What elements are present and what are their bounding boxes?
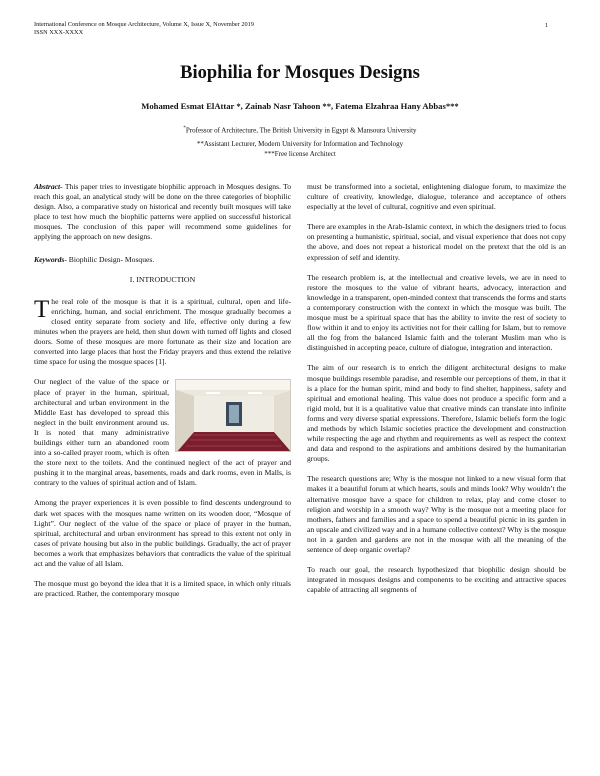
section-heading: I. INTRODUCTION	[129, 274, 196, 284]
right-paragraph-3: The research problem is, at the intellectual and creative levels, we are in need to restore the mosques to the value of vibrant hearts, advocacy, interaction and knowledge in a transparent, open-minded context that transcends the forms and starts a contemporary construction with the context in which the mosque was built. The mosque must be a spiritual space that has the ability to invite the rest of society to flow within it and to enjoy its activities not for their calling for Islam, but to remove all the fog from the balanced Islamic faith and the tolerant Muslim man who is distinguished in accepting peace, culture of dialogue, integration and interaction.	[307, 272, 566, 353]
abstract-label: Abstract-	[34, 182, 63, 191]
intro-paragraph-2-text: Our neglect of the value of the space or place of prayer in the human, spiritual, architectural and urban environment in the Middle East has developed to spread this neglect in the built environment around us. It is noted that many administrative buildings either turn an abandoned room into a so-called prayer room, which is often the store next to the toilets. And the continued neglect of the act of prayer and pushing it to the marginal areas, basements, roads and dark rooms, even in Malls, is contrary to the values of spiritual action and of Islam.	[34, 377, 291, 488]
journal-name: International Conference on Mosque Architecture, Volume X, Issue X, November 2019	[34, 21, 254, 28]
affiliation-1-text: Professor of Architecture, The British University in Egypt & Mansoura University	[185, 126, 417, 135]
intro-paragraph-2	[34, 377, 291, 488]
right-paragraph-1: must be transformed into a societal, enlightening dialogue forum, to maximize the culture of creativity, knowledge, dialogue, tolerance and acceptance of others especially at the level of cultural, cognitive and even spiritual.	[307, 182, 566, 212]
left-column	[34, 182, 291, 609]
right-paragraph-4: The aim of our research is to enrich the diligent architectural designs to make mosque buildings resemble paradise, and resemble our perceptions of them, in that it is a place for the human spirit, mind and body to find shelter, happiness, safety and spiritual and emotional healing. This value does not produce a specific form and a rigid mold, but it is a qualitative value that creative minds can translate into infinite forms and very diverse spatial expressions. Therefore, Islamic beliefs form the logic and methods by which Islamic societies practice the development and construction while respecting the age and rhythm and requirements as well as respect the context and data and respond to the aspirations and ambitions desired by the humanitarian groups.	[307, 363, 566, 464]
right-paragraph-5: The research questions are; Why is the mosque not linked to a new visual form that makes it a beautiful forum at which hearts, souls and minds look? Why wouldn’t the alternative mosque have a space for children to relax, play and come closer to religion and worship in a smooth way? Why is the mosque not a meeting place for mothers, fathers and families and a space to spend a beautiful picnic in its garden in an upscale and civilized way and in a humane collective context? Why is the mosque not in a garden and gardens are not in the mosque with all the meaning of the sentence of deep organic overlap?	[307, 474, 566, 554]
author-list: Mohamed Esmat ElAttar *, Zainab Nasr Tahoon **, Fatema Elzahraa Hany Abbas***	[141, 101, 459, 111]
journal-header	[34, 21, 254, 37]
paper-title: Biophilia for Mosques Designs	[180, 63, 420, 83]
keywords-label: Keywords	[34, 254, 65, 264]
abstract	[34, 182, 291, 243]
intro-paragraph-1	[34, 297, 291, 368]
issn: ISSN XXX-XXXX	[34, 29, 84, 36]
right-column	[307, 182, 566, 605]
keywords-text: - Biophilic Design- Mosques.	[64, 254, 155, 264]
affiliation-1-mark: *	[183, 126, 186, 131]
affiliation-3: ***Free license Architect	[264, 150, 336, 158]
intro-paragraph-1-text: he real role of the mosque is that it is a spiritual, cultural, open and life-enriching, human, and social enrichment. The mosque gradually becomes a closed entity separate from society and life, effective only during a few minutes when the prayers are held, then shut down with turned off lights and closed doors. Some of these mosques are more fortunate as their size and location are converted into large places that host the Friday prayers and thus extend the relative time space for using the mosque spaces [1].	[34, 296, 291, 367]
affiliation-2: **Assistant Lecturer, Modern University for Information and Technology	[196, 140, 404, 148]
right-paragraph-6: To reach our goal, the research hypothesized that biophilic design should be integrated in mosques designs and components to be exciting and attractive spaces capable of attracting all segments of	[307, 565, 566, 595]
prayer-room-photo	[175, 379, 291, 452]
drop-cap: T	[34, 295, 50, 323]
abstract-text: This paper tries to investigate biophilic approach in Mosques designs. To reach this goal, an analytical study will be done on the three categories of biophilic design. Also, a comparative study on historical and recently built mosques will take place to test how much the biophilic patterns were applied on successful historical mosques. The conclusion of this paper will recommend some guidelines for applying the approach on new designs.	[34, 182, 291, 242]
page-number: 1	[544, 22, 548, 29]
right-paragraph-2: There are examples in the Arab-Islamic context, in which the designers tried to focus on presenting a humanistic, spiritual, social, and visual experience that does not copy the above, and does not repeat a historical model on the pretext that the old is an expression of self and identity.	[307, 222, 566, 262]
affiliation-1	[0, 124, 600, 135]
intro-paragraph-4: The mosque must go beyond the idea that it is a limited space, in which only rituals are practiced. Rather, the contemporary mosque	[34, 579, 291, 599]
intro-paragraph-3: Among the prayer experiences it is even possible to find descents underground to dark wet spaces with the mosques name written on its wooden door, “Mosque of Light”. Our neglect of the value of the space or place of prayer in the human, spiritual, architectural and urban environment has spread to this extent not only in cases of private housing but also in the public buildings. Gradually, the act of prayer becomes a work that emphasizes behaviors that contradicts the value of the spiritual act and the value of all Islam.	[34, 498, 291, 568]
keywords	[34, 255, 291, 265]
